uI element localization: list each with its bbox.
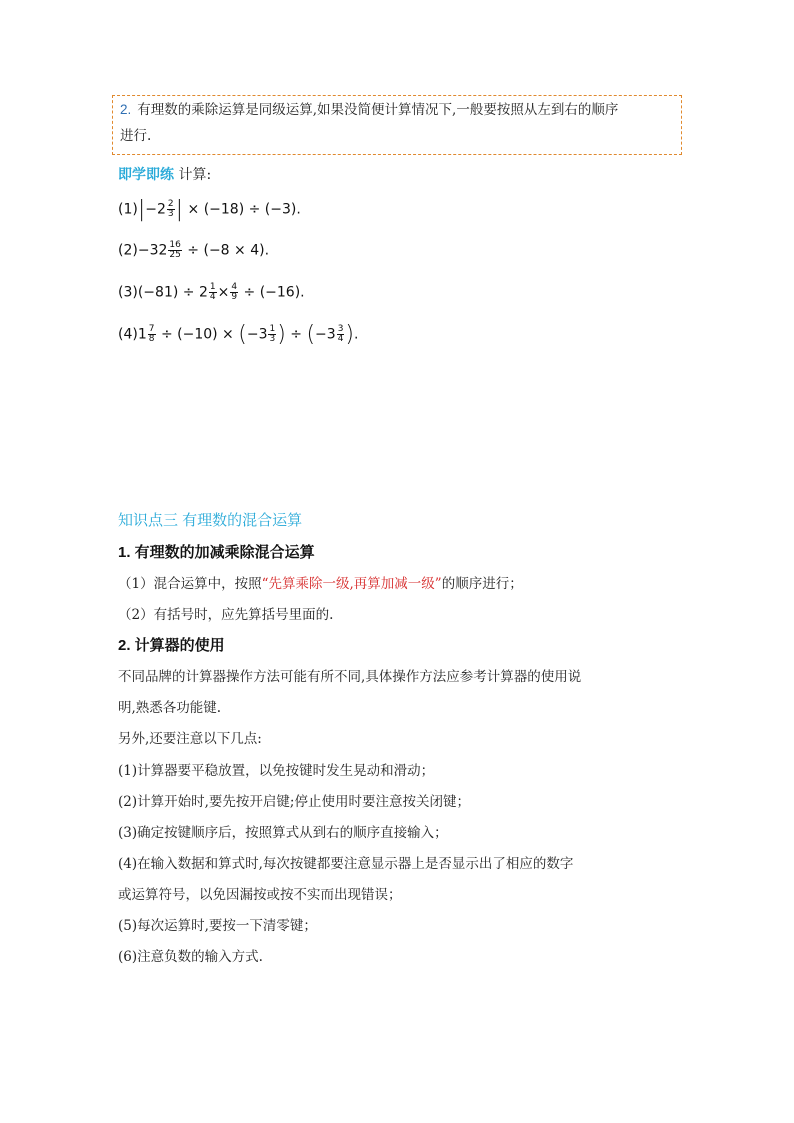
fraction (148, 325, 156, 344)
note-box (112, 95, 682, 155)
problem-term: −3 (246, 326, 268, 343)
paren-right: ) (345, 322, 355, 347)
fraction-numerator: 16 (169, 240, 181, 250)
list-item-2: (2)计算开始时,要先按开启键;停止使用时要注意按关闭键； (118, 794, 470, 810)
fraction-numerator: 2 (167, 199, 174, 209)
problem-4 (118, 322, 358, 347)
fraction (167, 200, 175, 219)
problem-expression: ÷ (−10) × (160, 326, 234, 343)
rule-2: （2）有括号时，应先算括号里面的. (118, 607, 334, 623)
list-item-4b: 或运算符号，以免因漏按或按不实而出现错误； (118, 887, 402, 903)
fraction-numerator: 3 (337, 324, 344, 334)
problem-expression: ÷ (−8 × 4) (187, 242, 265, 259)
rule-1-highlight: “先算乘除一级,再算加减一级” (261, 576, 442, 592)
rule-1-tail: 的顺序进行； (441, 576, 523, 592)
problem-2 (118, 241, 269, 260)
problem-term: (−81) ÷ 2 (137, 284, 208, 301)
paragraph-line-3: 另外,还要注意以下几点: (118, 731, 262, 747)
list-item-5: (5)每次运算时,要按一下清零键； (118, 918, 317, 934)
problem-3 (118, 283, 305, 302)
problem-label: (4) (118, 326, 138, 343)
problem-end: . (300, 284, 305, 301)
note-line-1 (120, 101, 618, 119)
problem-expression: ÷ (290, 326, 302, 343)
fraction-denominator: 4 (209, 292, 216, 302)
fraction (209, 283, 217, 302)
subheading-2: 2. 计算器的使用 (118, 637, 225, 654)
abs-bar-left: | (137, 197, 146, 222)
problem-end: . (264, 242, 270, 259)
fraction-numerator: 1 (209, 282, 216, 292)
fraction-denominator: 3 (167, 209, 174, 219)
practice-heading (118, 164, 211, 184)
problem-1 (118, 197, 301, 222)
practice-lead: 即学即练 (118, 166, 174, 182)
fraction (230, 283, 238, 302)
times-sign: × (217, 284, 230, 301)
fraction (268, 325, 276, 344)
paren-left: ( (238, 322, 247, 347)
note-text-1: 有理数的乘除运算是同级运算,如果没简便计算情况下,一般要按照从左到右的顺序 (137, 102, 619, 118)
abs-bar-right: | (175, 197, 184, 222)
problem-term: −2 (145, 201, 166, 218)
note-number: 2. (120, 102, 132, 117)
problem-expression: ÷ (−16) (243, 284, 301, 301)
rule-1-text: （1）混合运算中，按照 (118, 576, 262, 592)
fraction-denominator: 8 (148, 334, 155, 344)
problem-label: (3) (118, 284, 138, 301)
fraction-denominator: 9 (231, 292, 238, 302)
rule-1 (118, 572, 523, 592)
note-line-2 (120, 127, 151, 145)
fraction (168, 241, 181, 260)
list-item-6: (6)注意负数的输入方式. (118, 949, 263, 965)
fraction-numerator: 1 (269, 324, 276, 334)
problem-label: (1) (118, 201, 138, 218)
paragraph-line-2: 明,熟悉各功能键. (118, 700, 222, 716)
problem-label: (2) (118, 242, 138, 259)
paren-left: ( (306, 322, 316, 347)
problem-term: −32 (137, 242, 168, 259)
paren-right: ) (277, 322, 286, 347)
list-item-4a: (4)在输入数据和算式时,每次按键都要注意显示器上是否显示出了相应的数字 (118, 856, 574, 872)
fraction-numerator: 7 (148, 324, 155, 334)
subheading-1: 1. 有理数的加减乘除混合运算 (118, 544, 315, 561)
list-item-1: (1)计算器要平稳放置，以免按键时发生晃动和滑动； (118, 763, 435, 779)
fraction-denominator: 25 (169, 250, 181, 260)
fraction-numerator: 4 (231, 282, 238, 292)
section-title: 知识点三 有理数的混合运算 (118, 512, 303, 529)
list-item-3: (3)确定按键顺序后，按照算式从到右的顺序直接输入； (118, 825, 448, 841)
problem-end: . (296, 201, 301, 218)
fraction (337, 325, 345, 344)
fraction-denominator: 3 (269, 334, 276, 344)
problem-end: . (354, 326, 359, 343)
note-text-2: 进行. (120, 128, 152, 144)
problem-term: 1 (137, 326, 147, 343)
paragraph-line-1: 不同品牌的计算器操作方法可能有所不同,具体操作方法应参考计算器的使用说 (118, 669, 582, 685)
fraction-denominator: 4 (337, 334, 344, 344)
problem-term: −3 (315, 326, 336, 343)
practice-instruction: 计算: (178, 167, 212, 183)
problem-expression: × (−18) ÷ (−3) (187, 201, 297, 218)
